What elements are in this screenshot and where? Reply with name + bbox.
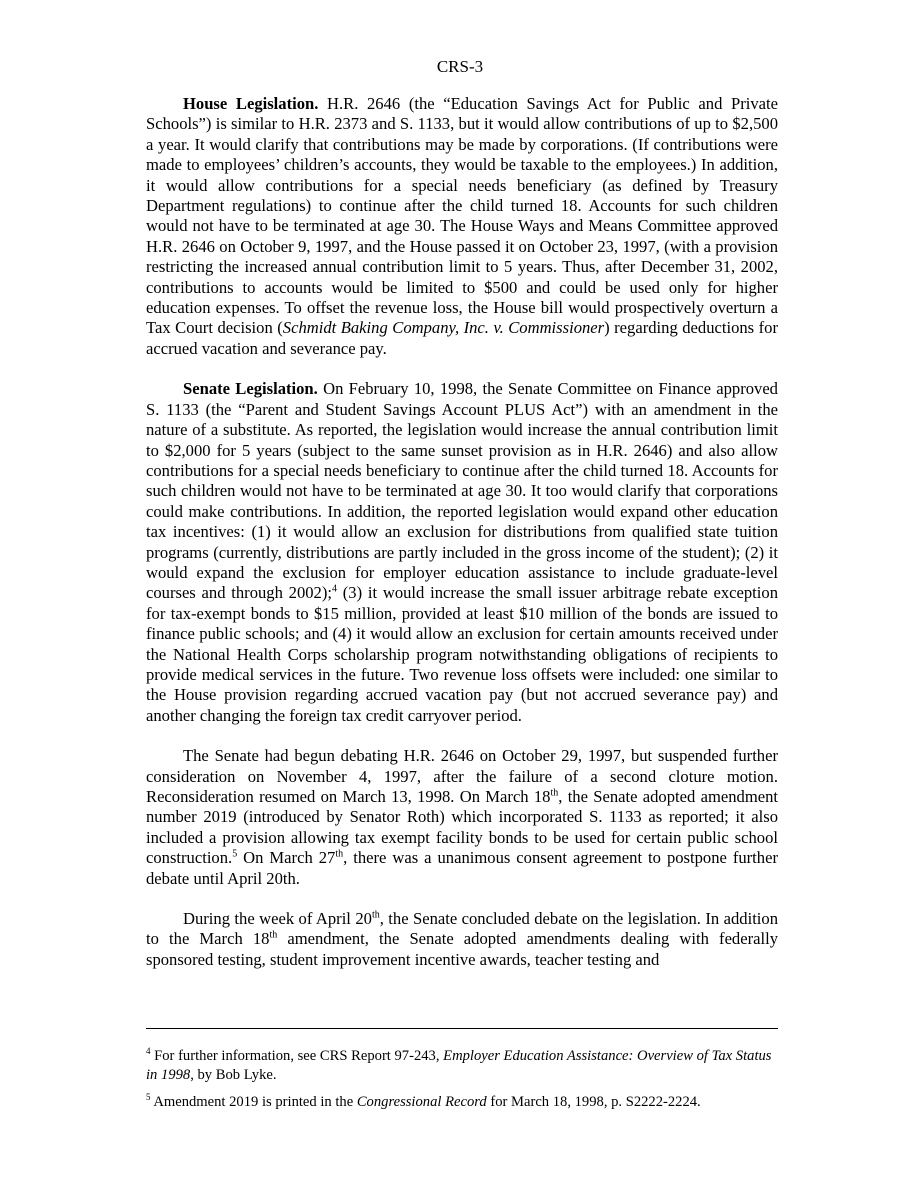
ordinal-suffix: th: [269, 929, 278, 941]
footnotes: [146, 1047, 778, 1120]
footnote-5: [146, 1093, 778, 1112]
paragraph-text: , there was a unanimous consent agreement to postpone further debate until April 20th.: [146, 848, 778, 888]
paragraph-senate-debate: [146, 746, 778, 889]
paragraph-text: The Senate had begun debating H.R. 2646 on October 29, 1997, but suspended further consideration on November 4, 1997, after the failure of a second cloture motion. Reconsideration resumed on March 13, 1998. On March 18: [146, 746, 778, 806]
footnote-number: 5: [146, 1092, 151, 1103]
paragraph-text: On February 10, 1998, the Senate Committee on Finance approved S. 1133 (the “Parent and Student Savings Account PLUS Act”) with an amendment in the nature of a substitute. As reported, the legislation would increase the annual contribution limit to $2,000 for 5 years (subject to the same sunset provision as in H.R. 2646) and also allow contributions for a special needs beneficiary to continue after the child turned 18. Accounts for such children would not have to be terminated at age 30. It too would clarify that corporations could make contributions. In addition, the reported legislation would expand other education tax incentives: (1) it would allow an exclusion for distributions from qualified state tuition programs (currently, distributions are partly included in the gross income of the student); (2) it would expand the exclusion for employer education assistance to include graduate-level courses and through 2002);: [146, 379, 778, 603]
paragraph-house-legislation: [146, 94, 778, 359]
paragraph-text: During the week of April 20: [183, 909, 372, 929]
case-name: Schmidt Baking Company, Inc. v. Commissioner: [282, 318, 605, 338]
paragraph-text: , the Senate adopted amendment number 2019 (introduced by Senator Roth) which incorporated S. 1133 as reported; it also included a provision allowing tax exempt facility bonds to be used for certain public school construction.: [146, 787, 778, 868]
paragraph-heading: Senate Legislation.: [183, 379, 318, 399]
document-body: [146, 94, 778, 990]
publication-title: Congressional Record: [356, 1094, 487, 1110]
footnote-number: 4: [146, 1046, 151, 1057]
footnote-text: , by Bob Lyke.: [190, 1067, 277, 1083]
footnote-text: Amendment 2019 is printed in the: [150, 1094, 357, 1110]
paragraph-text: ) regarding deductions for accrued vacation and severance pay.: [146, 318, 778, 358]
footnote-separator: [146, 1028, 778, 1029]
paragraph-april-debate: [146, 909, 778, 970]
paragraph-text: On March 27: [237, 848, 336, 868]
paragraph-senate-legislation: [146, 379, 778, 726]
page-number-header: CRS-3: [436, 57, 484, 76]
paragraph-heading: House Legislation.: [183, 94, 319, 113]
footnote-4: [146, 1047, 778, 1085]
footnote-text: for March 18, 1998, p. S2222-2224.: [486, 1094, 701, 1110]
paragraph-text: (3) it would increase the small issuer arbitrage rebate exception for tax-exempt bonds to $15 million, provided at least $10 million of the bonds are issued to finance public schools; and (4) it would allow an exclusion for certain amounts received under the National Health Corps scholarship program notwithstanding obligations of recipients to provide medical services in the future. Two revenue loss offsets were included: one similar to the House provision regarding accrued vacation pay (but not accrued severance pay) and another changing the foreign tax credit carryover period.: [146, 583, 778, 725]
paragraph-text: amendment, the Senate adopted amendments dealing with federally sponsored testing, student improvement incentive awards, teacher testing and: [146, 929, 779, 969]
footnote-ref: 5: [232, 848, 238, 860]
footnote-text: For further information, see CRS Report 97-243,: [150, 1048, 444, 1064]
report-title: Employer Education Assistance: Overview of Tax Status in 1998: [146, 1048, 772, 1083]
footnote-ref: 4: [331, 583, 337, 595]
ordinal-suffix: th: [371, 909, 380, 921]
paragraph-text: , the Senate concluded debate on the legislation. In addition to the March 18: [146, 909, 779, 949]
ordinal-suffix: th: [335, 848, 344, 860]
ordinal-suffix: th: [550, 787, 559, 799]
paragraph-text: H.R. 2646 (the “Education Savings Act for Public and Private Schools”) is similar to H.R. 2373 and S. 1133, but it would allow contributions of up to $2,500 a year. It would clarify that contributions may be made by corporations. (If contributions were made to employees’ children’s accounts, they would be taxable to the employees.) In addition, it would allow contributions for a special needs beneficiary (as defined by Treasury Department regulations) to continue after the child turned 18. Accounts for such children would not have to be terminated at age 30. The House Ways and Means Committee approved H.R. 2646 on October 9, 1997, and the House passed it on October 23, 1997, (with a provision restricting the increased annual contribution limit to 5 years. Thus, after December 31, 2002, contributions to accounts would be limited to $500 and could be used only for higher education expenses. To offset the revenue loss, the House bill would prospectively overturn a Tax Court decision (: [146, 94, 778, 338]
